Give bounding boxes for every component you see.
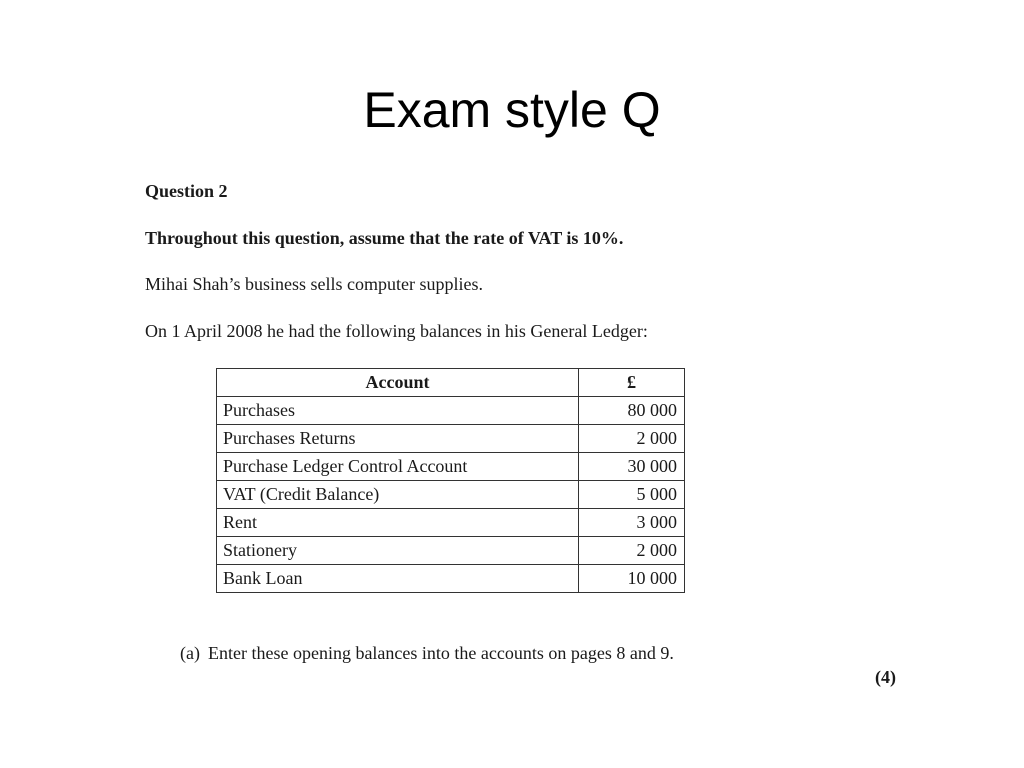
balances-intro: On 1 April 2008 he had the following balances in his General Ledger: (145, 321, 648, 341)
vat-rate-note: Throughout this question, assume that the rate of VAT is 10%. (145, 228, 624, 248)
account-amount: 10 000 (579, 565, 685, 593)
table-row (217, 453, 685, 481)
table-row (217, 425, 685, 453)
table-header-row (217, 369, 685, 397)
part-a-text: Enter these opening balances into the accounts on pages 8 and 9. (207, 643, 674, 663)
account-name: Purchases (217, 397, 579, 425)
account-name: Purchases Returns (217, 425, 579, 453)
general-ledger-balances-table (216, 368, 685, 593)
table-row (217, 537, 685, 565)
account-name: Stationery (217, 537, 579, 565)
account-name: Rent (217, 509, 579, 537)
account-amount: 2 000 (579, 425, 685, 453)
slide-title: Exam style Q (363, 82, 661, 138)
table-row (217, 565, 685, 593)
account-name: Purchase Ledger Control Account (217, 453, 579, 481)
account-amount: 5 000 (579, 481, 685, 509)
part-a-marks: (4) (875, 667, 896, 687)
part-a-label: (a) (180, 643, 200, 663)
account-amount: 30 000 (579, 453, 685, 481)
table-row (217, 509, 685, 537)
table-row (217, 397, 685, 425)
table-row (217, 481, 685, 509)
account-column-header: Account (217, 369, 579, 397)
account-amount: 3 000 (579, 509, 685, 537)
business-intro: Mihai Shah’s business sells computer supplies. (145, 274, 483, 294)
account-amount: 2 000 (579, 537, 685, 565)
question-heading: Question 2 (145, 181, 228, 201)
amount-column-header: £ (579, 369, 685, 397)
part-a-instruction (180, 643, 674, 664)
account-amount: 80 000 (579, 397, 685, 425)
account-name: Bank Loan (217, 565, 579, 593)
account-name: VAT (Credit Balance) (217, 481, 579, 509)
